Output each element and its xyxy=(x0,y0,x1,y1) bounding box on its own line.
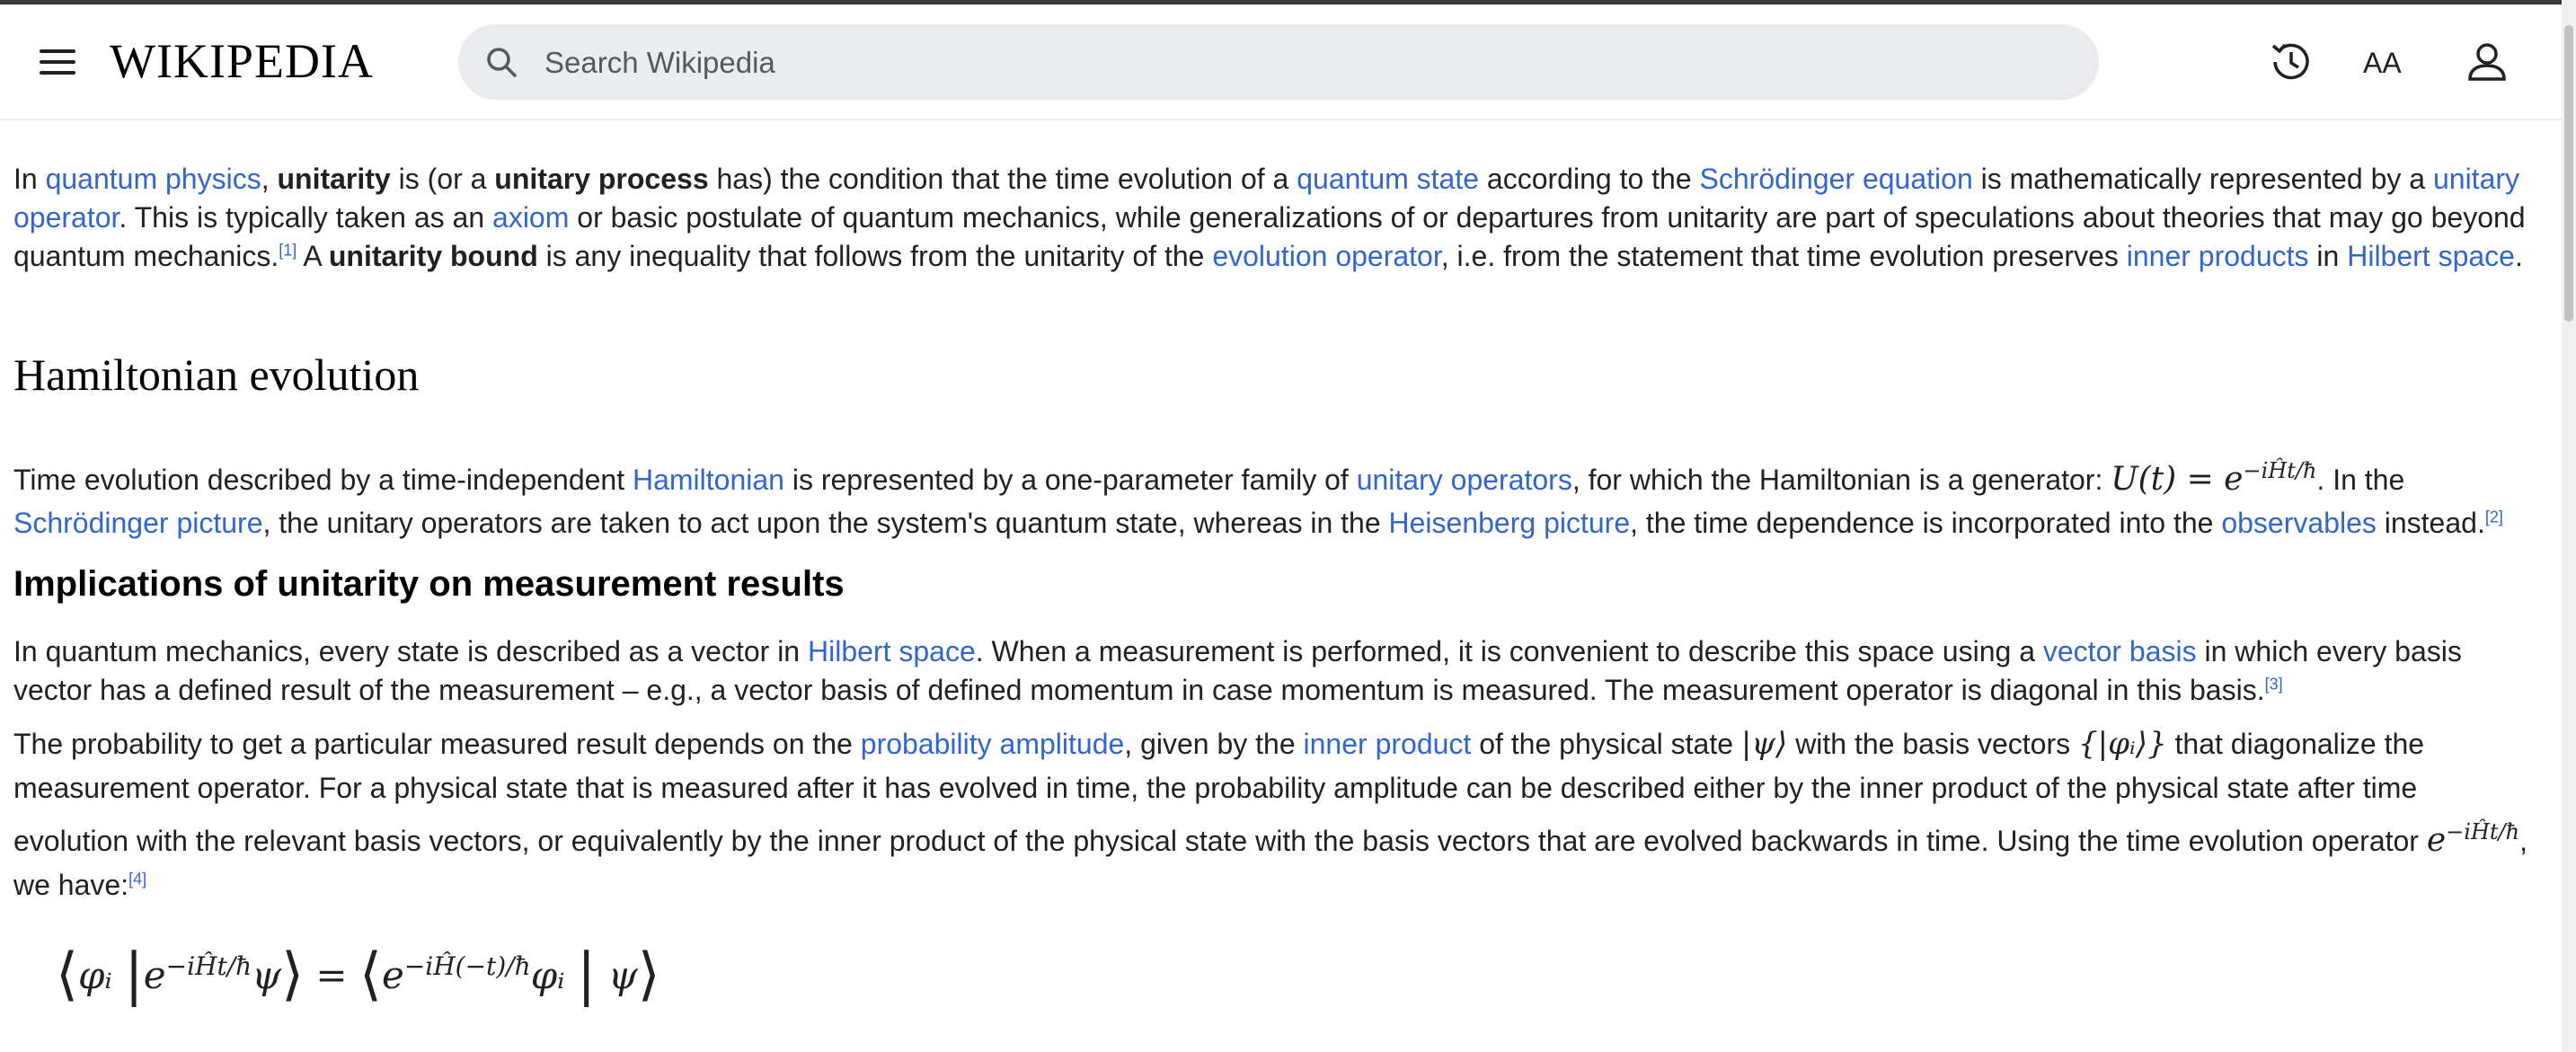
angle-bracket: ⟩ xyxy=(281,941,305,1008)
text: is any inequality that follows from the unitarity of the xyxy=(537,240,1213,272)
text: . This is typically taken as an xyxy=(119,201,493,234)
angle-bracket: ⟩ xyxy=(637,941,660,1008)
text: is (or a xyxy=(390,163,495,195)
section-heading-implications: Implications of unitarity on measurement results xyxy=(13,564,845,604)
math-psi-ket: |ψ⟩ xyxy=(1740,726,1788,762)
text: of the physical state xyxy=(1471,728,1741,760)
math-bar: | xyxy=(576,941,597,1008)
text: is mathematically represented by a xyxy=(1972,163,2433,195)
reference-1[interactable]: [1] xyxy=(279,241,297,260)
link-quantum-physics[interactable]: quantum physics xyxy=(45,163,261,195)
math-exponent: −iĤ(−t)/ħ xyxy=(403,951,531,981)
text: In xyxy=(13,163,46,195)
text: . xyxy=(2514,240,2523,272)
aa-label: AA xyxy=(2363,47,2402,79)
menu-icon[interactable] xyxy=(40,44,77,80)
text: , the time dependence is incorporated into the xyxy=(1630,507,2222,539)
math-basis-set: {|φᵢ⟩} xyxy=(2077,726,2167,762)
bold-unitarity-bound: unitarity bound xyxy=(328,240,538,272)
intro-paragraph xyxy=(13,160,2529,276)
math-base: U(t) = e xyxy=(2111,461,2244,498)
link-evolution-operator[interactable]: evolution operator xyxy=(1212,240,1441,272)
angle-bracket: ⟨ xyxy=(359,941,382,1008)
text: in which every basis vector has a defined result of the measurement – e.g., a vector basis of defined momentum in case momentum is measured. The measurement operator is diagonal in this basis. xyxy=(13,635,2462,706)
link-hamiltonian[interactable]: Hamiltonian xyxy=(632,464,784,496)
text: In quantum mechanics, every state is described as a vector in xyxy=(13,635,808,667)
text: The probability to get a particular measured result depends on the xyxy=(13,728,861,760)
text: . In the xyxy=(2316,464,2405,496)
text: that diagonalize the measurement operator. For a physical state that is measured after it has evolved in time, the probability amplitude can be described either by the inner product of the physical state after time evolution with the relevant basis vectors, or equivalently by the inner product of the physical state with the basis vectors that are evolved backwards in time. Using the time evolution operator xyxy=(13,728,2427,857)
math-symbol: ψ xyxy=(252,953,282,997)
math-unitary-evolution xyxy=(2111,458,2317,498)
link-inner-products[interactable]: inner products xyxy=(2126,240,2309,272)
link-inner-product[interactable]: inner product xyxy=(1303,728,1472,760)
link-vector-basis[interactable]: vector basis xyxy=(2042,635,2197,667)
link-unitary-operator[interactable]: unitary operator xyxy=(13,163,2520,234)
history-icon[interactable] xyxy=(2266,37,2316,87)
text: , given by the xyxy=(1124,728,1304,760)
link-probability-amplitude[interactable]: probability amplitude xyxy=(860,728,1125,760)
text-size-button[interactable] xyxy=(2363,39,2402,82)
bold-unitary-process: unitary process xyxy=(494,163,709,195)
link-unitary-operators[interactable]: unitary operators xyxy=(1356,464,1572,496)
text: or basic postulate of quantum mechanics, while generalizations of or departures from unitarity are part of speculations about theories that may go beyond quantum mechanics. xyxy=(13,201,2526,272)
bold-unitarity: unitarity xyxy=(277,163,391,195)
math-evolution-operator xyxy=(2426,819,2520,859)
link-axiom[interactable]: axiom xyxy=(492,201,570,234)
page-scrollbar[interactable] xyxy=(2562,0,2576,1052)
text: , for which the Hamiltonian is a generator: xyxy=(1571,464,2111,496)
reference-3[interactable]: [3] xyxy=(2264,675,2283,694)
text: , the unitary operators are taken to act upon the system's quantum state, whereas in the xyxy=(262,507,1389,539)
scrollbar-thumb[interactable] xyxy=(2564,25,2573,322)
math-exponent: −iĤt/ħ xyxy=(2446,819,2520,844)
text: A xyxy=(297,240,329,272)
text: according to the xyxy=(1479,163,1700,195)
math-symbol: φᵢ xyxy=(77,953,125,997)
hamiltonian-paragraph xyxy=(13,449,2529,544)
math-bar: | xyxy=(124,941,144,1008)
section-heading-hamiltonian: Hamiltonian evolution xyxy=(13,349,420,400)
link-quantum-state[interactable]: quantum state xyxy=(1297,163,1480,195)
math-exponent: −iĤt/ħ xyxy=(165,951,252,981)
implications-paragraph-2 xyxy=(13,722,2529,907)
math-symbol: ψ xyxy=(596,953,638,997)
link-hilbert-space-2[interactable]: Hilbert space xyxy=(807,635,976,667)
math-base: e xyxy=(2426,822,2447,859)
text: , xyxy=(261,163,278,195)
text: . When a measurement is performed, it is convenient to describe this space using a xyxy=(975,635,2043,667)
text: instead. xyxy=(2376,507,2485,539)
implications-paragraph-1 xyxy=(13,632,2529,710)
search-input[interactable] xyxy=(543,39,1984,87)
wikipedia-logo[interactable]: WIKIPEDIA xyxy=(110,34,374,88)
math-symbol: φᵢ xyxy=(530,953,577,997)
math-symbol: e xyxy=(143,953,166,997)
text: , i.e. from the statement that time evolution preserves xyxy=(1440,240,2127,272)
link-schrodinger-equation[interactable]: Schrödinger equation xyxy=(1699,163,1973,195)
reference-4[interactable]: [4] xyxy=(128,870,147,888)
reference-2[interactable]: [2] xyxy=(2484,508,2503,526)
equation-display xyxy=(56,941,660,1008)
link-schrodinger-picture[interactable]: Schrödinger picture xyxy=(13,507,263,539)
text: with the basis vectors xyxy=(1787,728,2078,760)
link-hilbert-space[interactable]: Hilbert space xyxy=(2347,240,2515,272)
angle-bracket: ⟨ xyxy=(56,941,78,1008)
math-symbol: e xyxy=(381,953,404,997)
math-exponent: −iĤt/ħ xyxy=(2243,458,2317,483)
text: Time evolution described by a time-independent xyxy=(13,464,633,496)
site-header xyxy=(0,4,2576,120)
text: has) the condition that the time evolution of a xyxy=(708,163,1297,195)
text: in xyxy=(2308,240,2348,272)
search-bar[interactable] xyxy=(458,24,2099,100)
math-equals: = xyxy=(304,953,359,997)
text: is represented by a one-parameter family of xyxy=(783,464,1357,496)
link-heisenberg-picture[interactable]: Heisenberg picture xyxy=(1388,507,1631,539)
user-icon[interactable] xyxy=(2462,37,2512,87)
search-icon xyxy=(483,44,519,80)
link-observables[interactable]: observables xyxy=(2221,507,2377,539)
text: , we have: xyxy=(13,825,2527,901)
